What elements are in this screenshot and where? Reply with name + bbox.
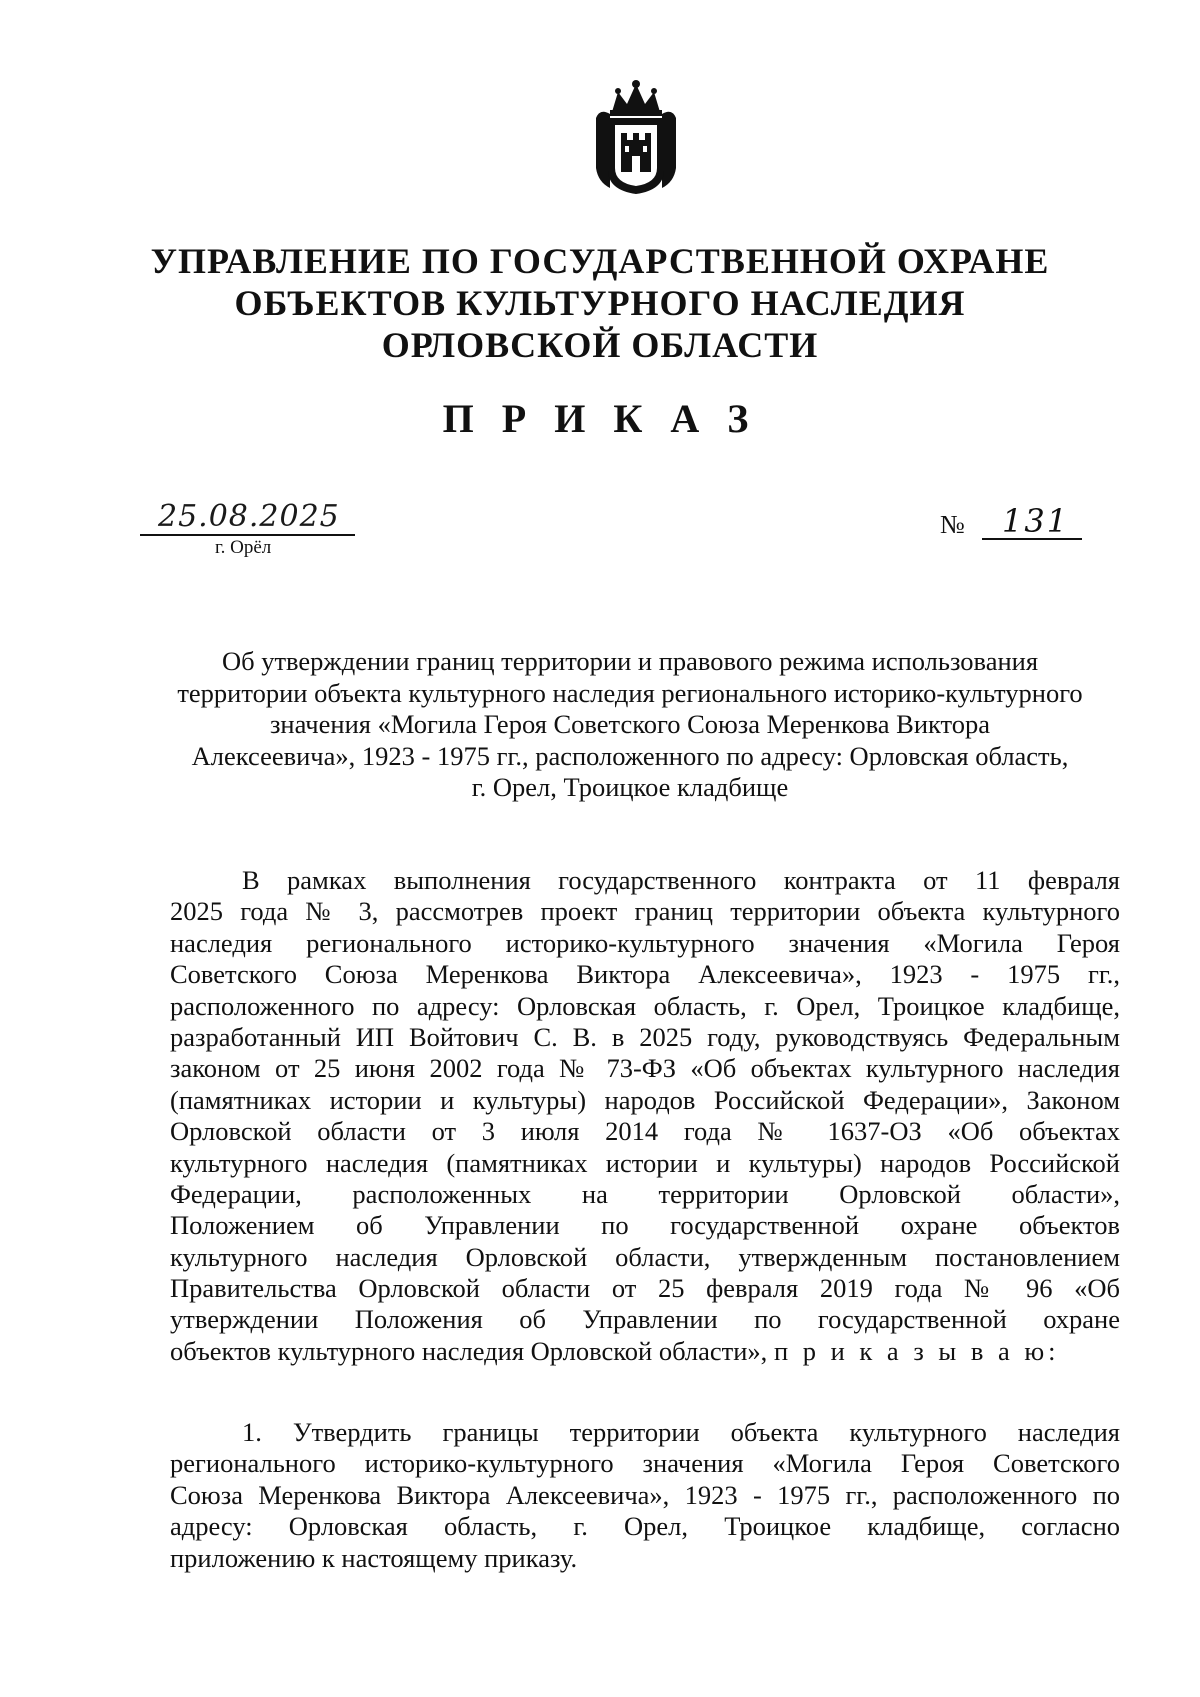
date-block	[140, 500, 360, 559]
paragraph-line: Союза Меренкова Виктора Алексеевича», 1923 - 1975 гг., расположенного по	[170, 1479, 1120, 1510]
subject-line: г. Орел, Троицкое кладбище	[471, 772, 789, 802]
document-title: П Р И К А З	[442, 396, 758, 441]
number-sign: №	[940, 510, 965, 539]
paragraph-line-text: объектов культурного наследия Орловской области»,	[170, 1335, 768, 1366]
paragraph-line: культурного наследия (памятниках истории и культуры) народов Российской	[170, 1147, 1120, 1178]
subject-line: Об утверждении границ территории и правового режима использования	[221, 646, 1039, 676]
paragraph-line: В рамках выполнения государственного контракта от 11 февраля	[242, 865, 1120, 895]
paragraph-line: Орловской области от 3 июля 2014 года № 1637-ОЗ «Об объектах	[170, 1116, 1120, 1147]
paragraph-line: расположенного по адресу: Орловская область, г. Орел, Троицкое кладбище,	[170, 990, 1120, 1021]
city-label: г. Орёл	[215, 537, 272, 558]
paragraph-line: Советского Союза Меренкова Виктора Алексеевича», 1923 - 1975 гг.,	[170, 959, 1120, 990]
org-line-3: ОРЛОВСКОЙ ОБЛАСТИ	[381, 325, 819, 365]
paragraph-line: 2025 года № 3, рассмотрев проект границ территории объекта культурного	[170, 896, 1120, 927]
order-number-block	[940, 502, 1080, 548]
paragraph-line: утверждении Положения об Управлении по государственной охране	[170, 1304, 1120, 1335]
paragraph-line: Положением об Управлении по государственной охране объектов	[170, 1210, 1120, 1241]
paragraph-line: адресу: Орловская область, г. Орел, Троицкое кладбище, согласно	[170, 1511, 1120, 1542]
org-line-2: ОБЪЕКТОВ КУЛЬТУРНОГО НАСЛЕДИЯ	[234, 283, 966, 323]
date-underline	[140, 534, 355, 536]
number-underline	[982, 538, 1082, 540]
coat-of-arms-icon	[590, 78, 682, 198]
clause-1-paragraph	[170, 1417, 1120, 1574]
paragraph-line: приложению к настоящему приказу.	[170, 1542, 578, 1573]
order-command: п р и к а з ы в а ю:	[773, 1335, 1060, 1366]
paragraph-line: регионального историко-культурного значения «Могила Героя Советского	[170, 1448, 1120, 1479]
subject-line: Алексеевича», 1923 - 1975 гг., расположенного по адресу: Орловская область,	[191, 740, 1069, 771]
org-line-1: УПРАВЛЕНИЕ ПО ГОСУДАРСТВЕННОЙ ОХРАНЕ	[150, 241, 1050, 281]
paragraph-line: 1. Утвердить границы территории объекта культурного наследия	[242, 1417, 1120, 1447]
paragraph-line: наследия регионального историко-культурного значения «Могила Героя	[170, 927, 1120, 958]
paragraph-line: разработанный ИП Войтович С. В. в 2025 году, руководствуясь Федеральным	[170, 1021, 1120, 1052]
paragraph-last-line	[170, 1336, 1120, 1367]
handwritten-date: 25.08.2025	[158, 499, 340, 534]
subject-line: значения «Могила Героя Советского Союза Меренкова Виктора	[269, 709, 991, 739]
paragraph-line: культурного наследия Орловской области, утвержденным постановлением	[170, 1241, 1120, 1272]
paragraph-line: Федерации, расположенных на территории Орловской области»,	[170, 1178, 1120, 1209]
preamble-paragraph	[170, 865, 1120, 1367]
subject-line: территории объекта культурного наследия регионального историко-культурного	[177, 677, 1083, 708]
order-subject	[150, 646, 1110, 804]
handwritten-number: 131	[1002, 502, 1070, 540]
paragraph-line: (памятниках истории и культуры) народов Российской Федерации», Законом	[170, 1084, 1120, 1115]
organization-name	[150, 240, 1050, 366]
paragraph-line: Правительства Орловской области от 25 февраля 2019 года № 96 «Об	[170, 1273, 1120, 1304]
paragraph-line: законом от 25 июня 2002 года № 73-ФЗ «Об объектах культурного наследия	[170, 1053, 1120, 1084]
